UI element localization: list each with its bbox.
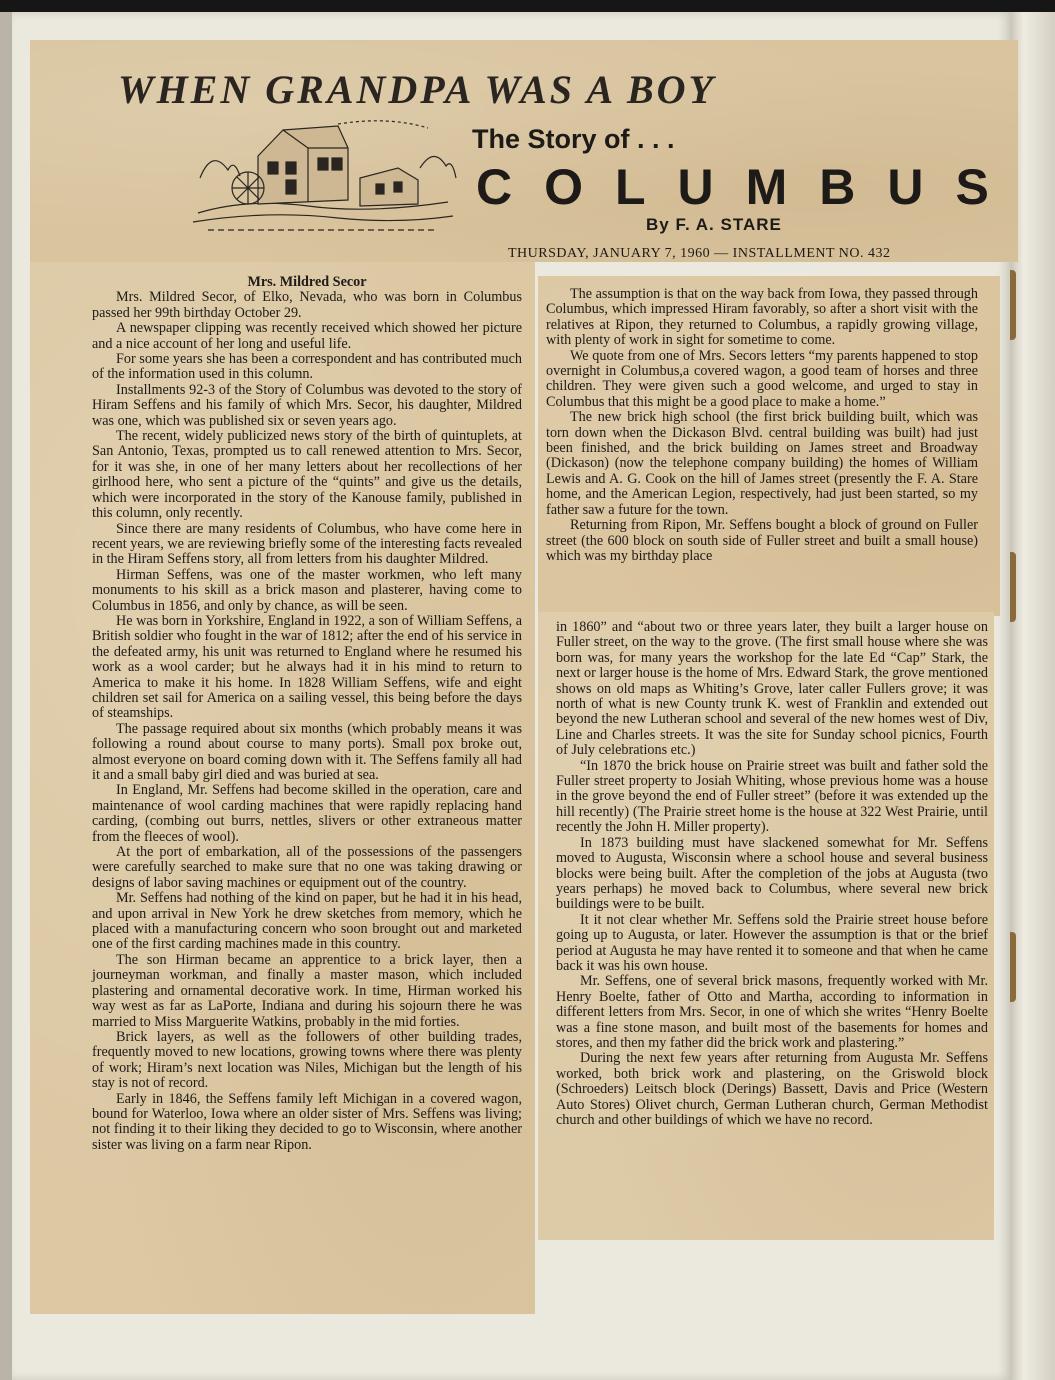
paragraph: The new brick high school (the first brick building built, which was torn down when the Dickason Blvd. central building was built) had just been finished, and the brick building on James street and Broadway (Dickason) (now the telephone company building) the homes of William Lewis and A. G. Cook on the hill of James street (presently the F. A. Stare home, and the American Legion, respectively, had just been started, so my father saw a future for the town. (546, 409, 978, 518)
paragraph: Early in 1846, the Seffens family left Michigan in a covered wagon, bound for Waterloo, Iowa where an older sister of Mrs. Seffens was living; not finding it to their liking they decided to go to Wisconsin, where another sister was living on a farm near Ripon. (92, 1090, 522, 1153)
story-of-heading: The Story of . . . (472, 124, 675, 154)
paragraph: He was born in Yorkshire, England in 1922, a son of William Seffens, a British soldier who fought in the war of 1812; after the end of his service in the defeated army, his unit was returned to England where he resumed his work as a wool carder; but he always had it in his mind to return to America to make it his home. In 1828 William Seffens, wife and eight children set sail for America on a sailing vessel, this being before the days of steamships. (92, 612, 522, 722)
paragraph: Brick layers, as well as the followers of other building trades, frequently moved to new locations, growing towns where there was plenty of work; Hiram’s next location was Niles, Michigan but the length of his stay is not of record. (92, 1028, 522, 1092)
paragraph: A newspaper clipping was recently received which showed her picture and a nice account of her long and useful life. (92, 320, 522, 352)
paragraph: The recent, widely publicized news story of the birth of quintuplets, at San Antonio, Texas, prompted us to call renewed attention to Mrs. Secor, for it was she, in one of her many letters about her recollections of her girlhood here, who sent a picture of the “quints” and give us the details, which were incorporated in the story of the Kanouse family, published in this column, only recently. (92, 428, 522, 522)
paragraph: Hirman Seffens, was one of the master workmen, who left many monuments to his skill as a brick mason and plasterer, having come to Columbus in 1856, and only by chance, as will be seen. (92, 566, 522, 614)
top-border (0, 0, 1055, 12)
columbus-title: COLUMBUS (476, 159, 1021, 215)
dateline: THURSDAY, JANUARY 7, 1960 — INSTALLMENT NO. 432 (508, 246, 891, 261)
paragraph: In England, Mr. Seffens had become skilled in the operation, care and maintenance of wool carding machines that were rapidly replacing hand carding, (combing out burrs, nettles, slivers or other extraneous matter from the fleeces of wool). (92, 782, 522, 845)
paragraph: Since there are many residents of Columbus, who have come here in recent years, we are reviewing briefly some of the interesting facts revealed in the Hiram Seffens story, all from letters from his daughter Mildred. (92, 520, 522, 568)
series-kicker: WHEN GRANDPA WAS A BOY (118, 67, 716, 112)
article-subheading: Mrs. Mildred Secor (247, 274, 367, 290)
byline: By F. A. STARE (646, 215, 782, 234)
paragraph: During the next few years after returning from Augusta Mr. Seffens worked, both brick work and plastering, on the Griswold block (Schroeders) Leitsch block (Derings) Bassett, Davis and Price (Western Auto Stores) Olivet church, German Lutheran church, German Methodist church and other buildings of which we have no record. (556, 1050, 988, 1128)
mill-illustration (188, 118, 458, 238)
paragraph: In 1873 building must have slackened somewhat for Mr. Seffens moved to Augusta, Wisconsin where a school house and several business blocks were being built. After the completion of the jobs at Augusta (two years perhaps) he moved back to Columbus, where several new brick buildings were to be built. (556, 834, 988, 913)
left-column (92, 275, 522, 1153)
page-edge-tab (1010, 552, 1016, 622)
paragraph: The son Hirman became an apprentice to a brick layer, then a journeyman workman, and finally a master mason, which included plastering and ornamental decorative work. In time, Hirman worked his way west as far as LaPorte, Indiana and during his sojourn there he was married to Miss Marguerite Watkins, probably in the mid forties. (92, 951, 522, 1030)
paragraph: Mrs. Mildred Secor, of Elko, Nevada, who was born in Columbus passed her 99th birthday October 29. (92, 289, 522, 321)
paragraph: At the port of embarkation, all of the possessions of the passengers were carefully searched to make sure that no one was taking drawing or designs of labor saving machines or equipment out of the country. (92, 844, 522, 891)
paragraph: “In 1870 the brick house on Prairie street was built and father sold the Fuller street property to Josiah Whiting, whose previous home was a house in the grove beyond the end of Fuller street” (before it was extended up the hill recently) (The Prairie street home is the house at 322 West Prairie, until recently the John H. Miller property). (556, 757, 988, 836)
paragraph: in 1860” and “about two or three years later, they built a larger house on Fuller street, on the way to the grove. (The first small house where she was born was, for many years the workshop for the late Ed “Cap” Stark, the next or larger house is the home of Mrs. Edward Stark, the grove mentioned shows on old maps as Whiting’s Grove, later caller Fullers grove; it was north of what is new County trunk K. west of Franklin and extended out beyond the new Lutheran school and several of the new homes west of Div, Line and Charles streets. It was the site for Sunday school picnics, Fourth of July celebrations etc.) (556, 619, 988, 759)
paragraph: Mr. Seffens had nothing of the kind on paper, but he had it in his head, and upon arrival in New York he drew sketches from memory, which he placed with a manufacturing concern who soon brought out and marketed one of the first carding machines made in this country. (92, 890, 522, 953)
paragraph: The passage required about six months (which probably means it was following a round about course to many ports). Small pox broke out, almost everyone on board coming down with it. The Seffens family all had it and a small baby girl died and was buried at sea. (92, 720, 522, 783)
page-edge-tab (1010, 932, 1016, 1002)
paragraph: The assumption is that on the way back from Iowa, they passed through Columbus, which impressed Hiram favorably, so after a short visit with the relatives at Ripon, they returned to Columbus, a rapidly growing village, with plenty of work in sight for sometime to come. (546, 286, 978, 349)
right-column-bottom (556, 620, 988, 1128)
paragraph: For some years she has been a correspondent and has contributed much of the information used in this column. (92, 351, 522, 383)
paragraph: It it not clear whether Mr. Seffens sold the Prairie street house before going up to Augusta, or later. However the assumption is that or the brief period at Augusta he may have rented it to someone and that when he came back it was his own house. (556, 911, 988, 974)
page-edge-tab (1010, 270, 1016, 340)
paragraph: Mr. Seffens, one of several brick masons, frequently worked with Mr. Henry Boelte, father of Otto and Martha, according to information in different letters from Mrs. Secor, in one of which she writes “Henry Boelte was a fine stone mason, and built most of the basements for homes and stores, and then my father did the brick work and plastering.” (556, 973, 988, 1051)
paragraph: Returning from Ripon, Mr. Seffens bought a block of ground on Fuller street (the 600 block on south side of Fuller street and built a small house) which was my birthday place (546, 517, 978, 564)
paragraph: Installments 92-3 of the Story of Columbus was devoted to the story of Hiram Seffens and his family of which Mrs. Secor, his daughter, Mildred was one, which was published six or seven years ago. (92, 381, 522, 429)
right-column-top (546, 287, 978, 564)
paragraph: We quote from one of Mrs. Secors letters “my parents happened to stop overnight in Columbus,a covered wagon, a good team of horses and three children. They were given such a good welcome, and urged to stay in Columbus that this might be a good place to make a home.” (546, 347, 978, 410)
